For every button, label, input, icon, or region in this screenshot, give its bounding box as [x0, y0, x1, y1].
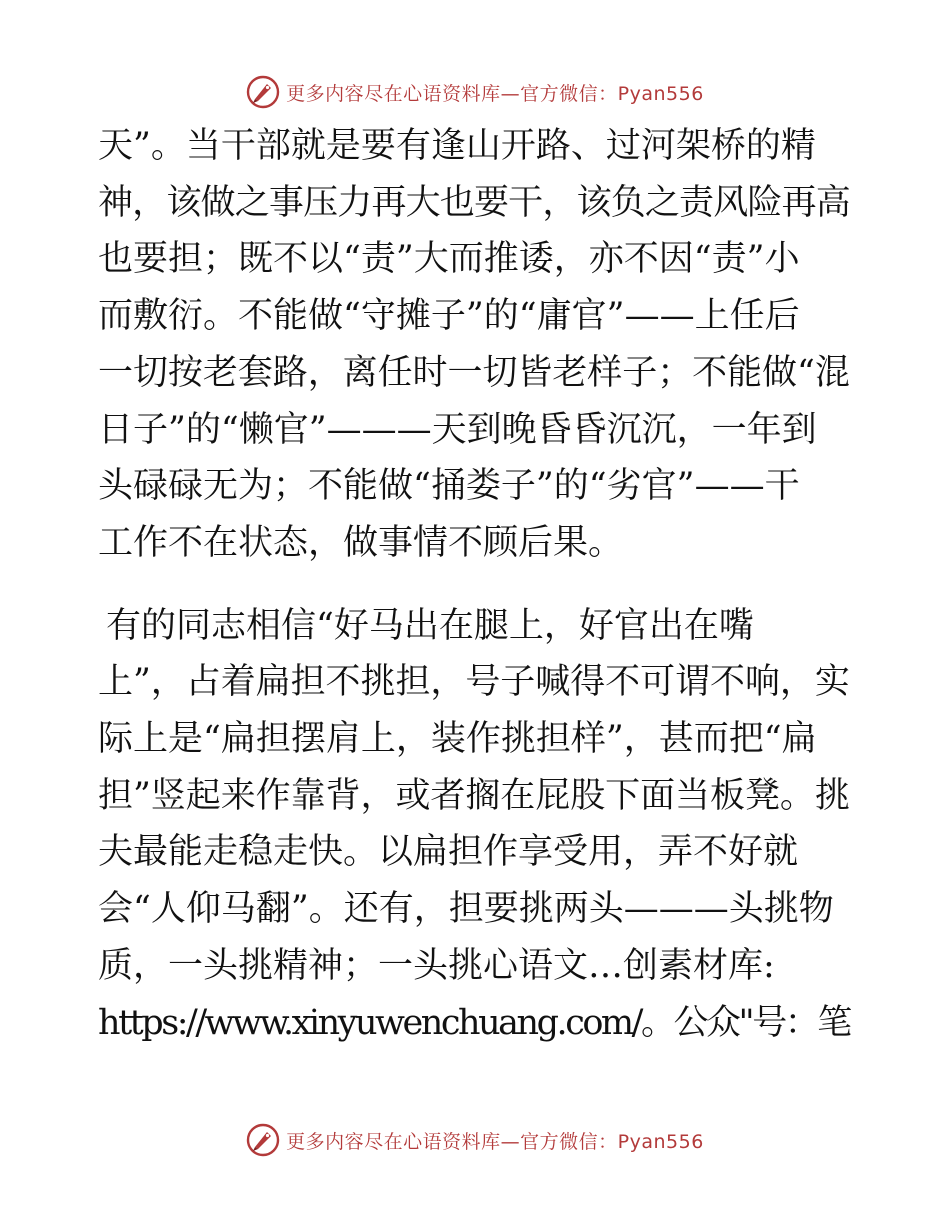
text-line: 担”竖起来作靠背，或者搁在屁股下面当板凳。挑 — [98, 775, 850, 816]
text-line: 工作不在状态，做事情不顾后果。 — [98, 522, 624, 563]
text-line: 也要担；既不以“责”大而推诿，亦不因“责”小 — [98, 239, 800, 280]
footer-banner-text: 更多内容尽在心语资料库—官方微信：Pyan556 — [286, 1130, 704, 1153]
text-line: 日子”的“懒官”———天到晚昏昏沉沉，一年到 — [98, 409, 817, 450]
text-line: 而敷衍。不能做“守摊子”的“庸官”——上任后 — [98, 296, 800, 337]
paragraph-2 — [98, 598, 850, 1052]
paragraph-1 — [98, 118, 850, 572]
header-banner — [0, 72, 950, 112]
text-line: 会“人仰马翻”。还有，担要挑两头———头挑物 — [98, 889, 834, 930]
text-line: 一切按老套路，离任时一切皆老样子；不能做“混 — [98, 352, 850, 393]
text-line: 天”。当干部就是要有逢山开路、过河架桥的精 — [98, 126, 816, 166]
text-line: 神，该做之事压力再大也要干，该负之责风险再高 — [98, 182, 850, 223]
text-line: 际上是“扁担摆肩上，装作挑担样”，甚而把“扁 — [98, 719, 817, 760]
text-line: 夫最能走稳走快。以扁担作享受用，弄不好就 — [98, 832, 799, 873]
document-body — [98, 118, 850, 1051]
source-link[interactable]: https://www.xinyuwenchuang.com/。公众"号：笔 — [98, 1002, 850, 1043]
pen-nib-logo-icon — [246, 75, 280, 109]
text-line: 有的同志相信“好马出在腿上，好官出在嘴 — [106, 605, 754, 646]
text-line: 质，一头挑精神；一头挑心语文…创素材库: — [98, 945, 775, 986]
text-line: 头碌碌无为；不能做“捅娄子”的“劣官”——干 — [98, 466, 800, 507]
header-banner-text: 更多内容尽在心语资料库—官方微信：Pyan556 — [286, 82, 704, 105]
pen-nib-logo-icon — [246, 1123, 280, 1157]
footer-banner — [0, 1120, 950, 1160]
text-line: 上”，占着扁担不挑担，号子喊得不可谓不响，实 — [98, 662, 850, 703]
